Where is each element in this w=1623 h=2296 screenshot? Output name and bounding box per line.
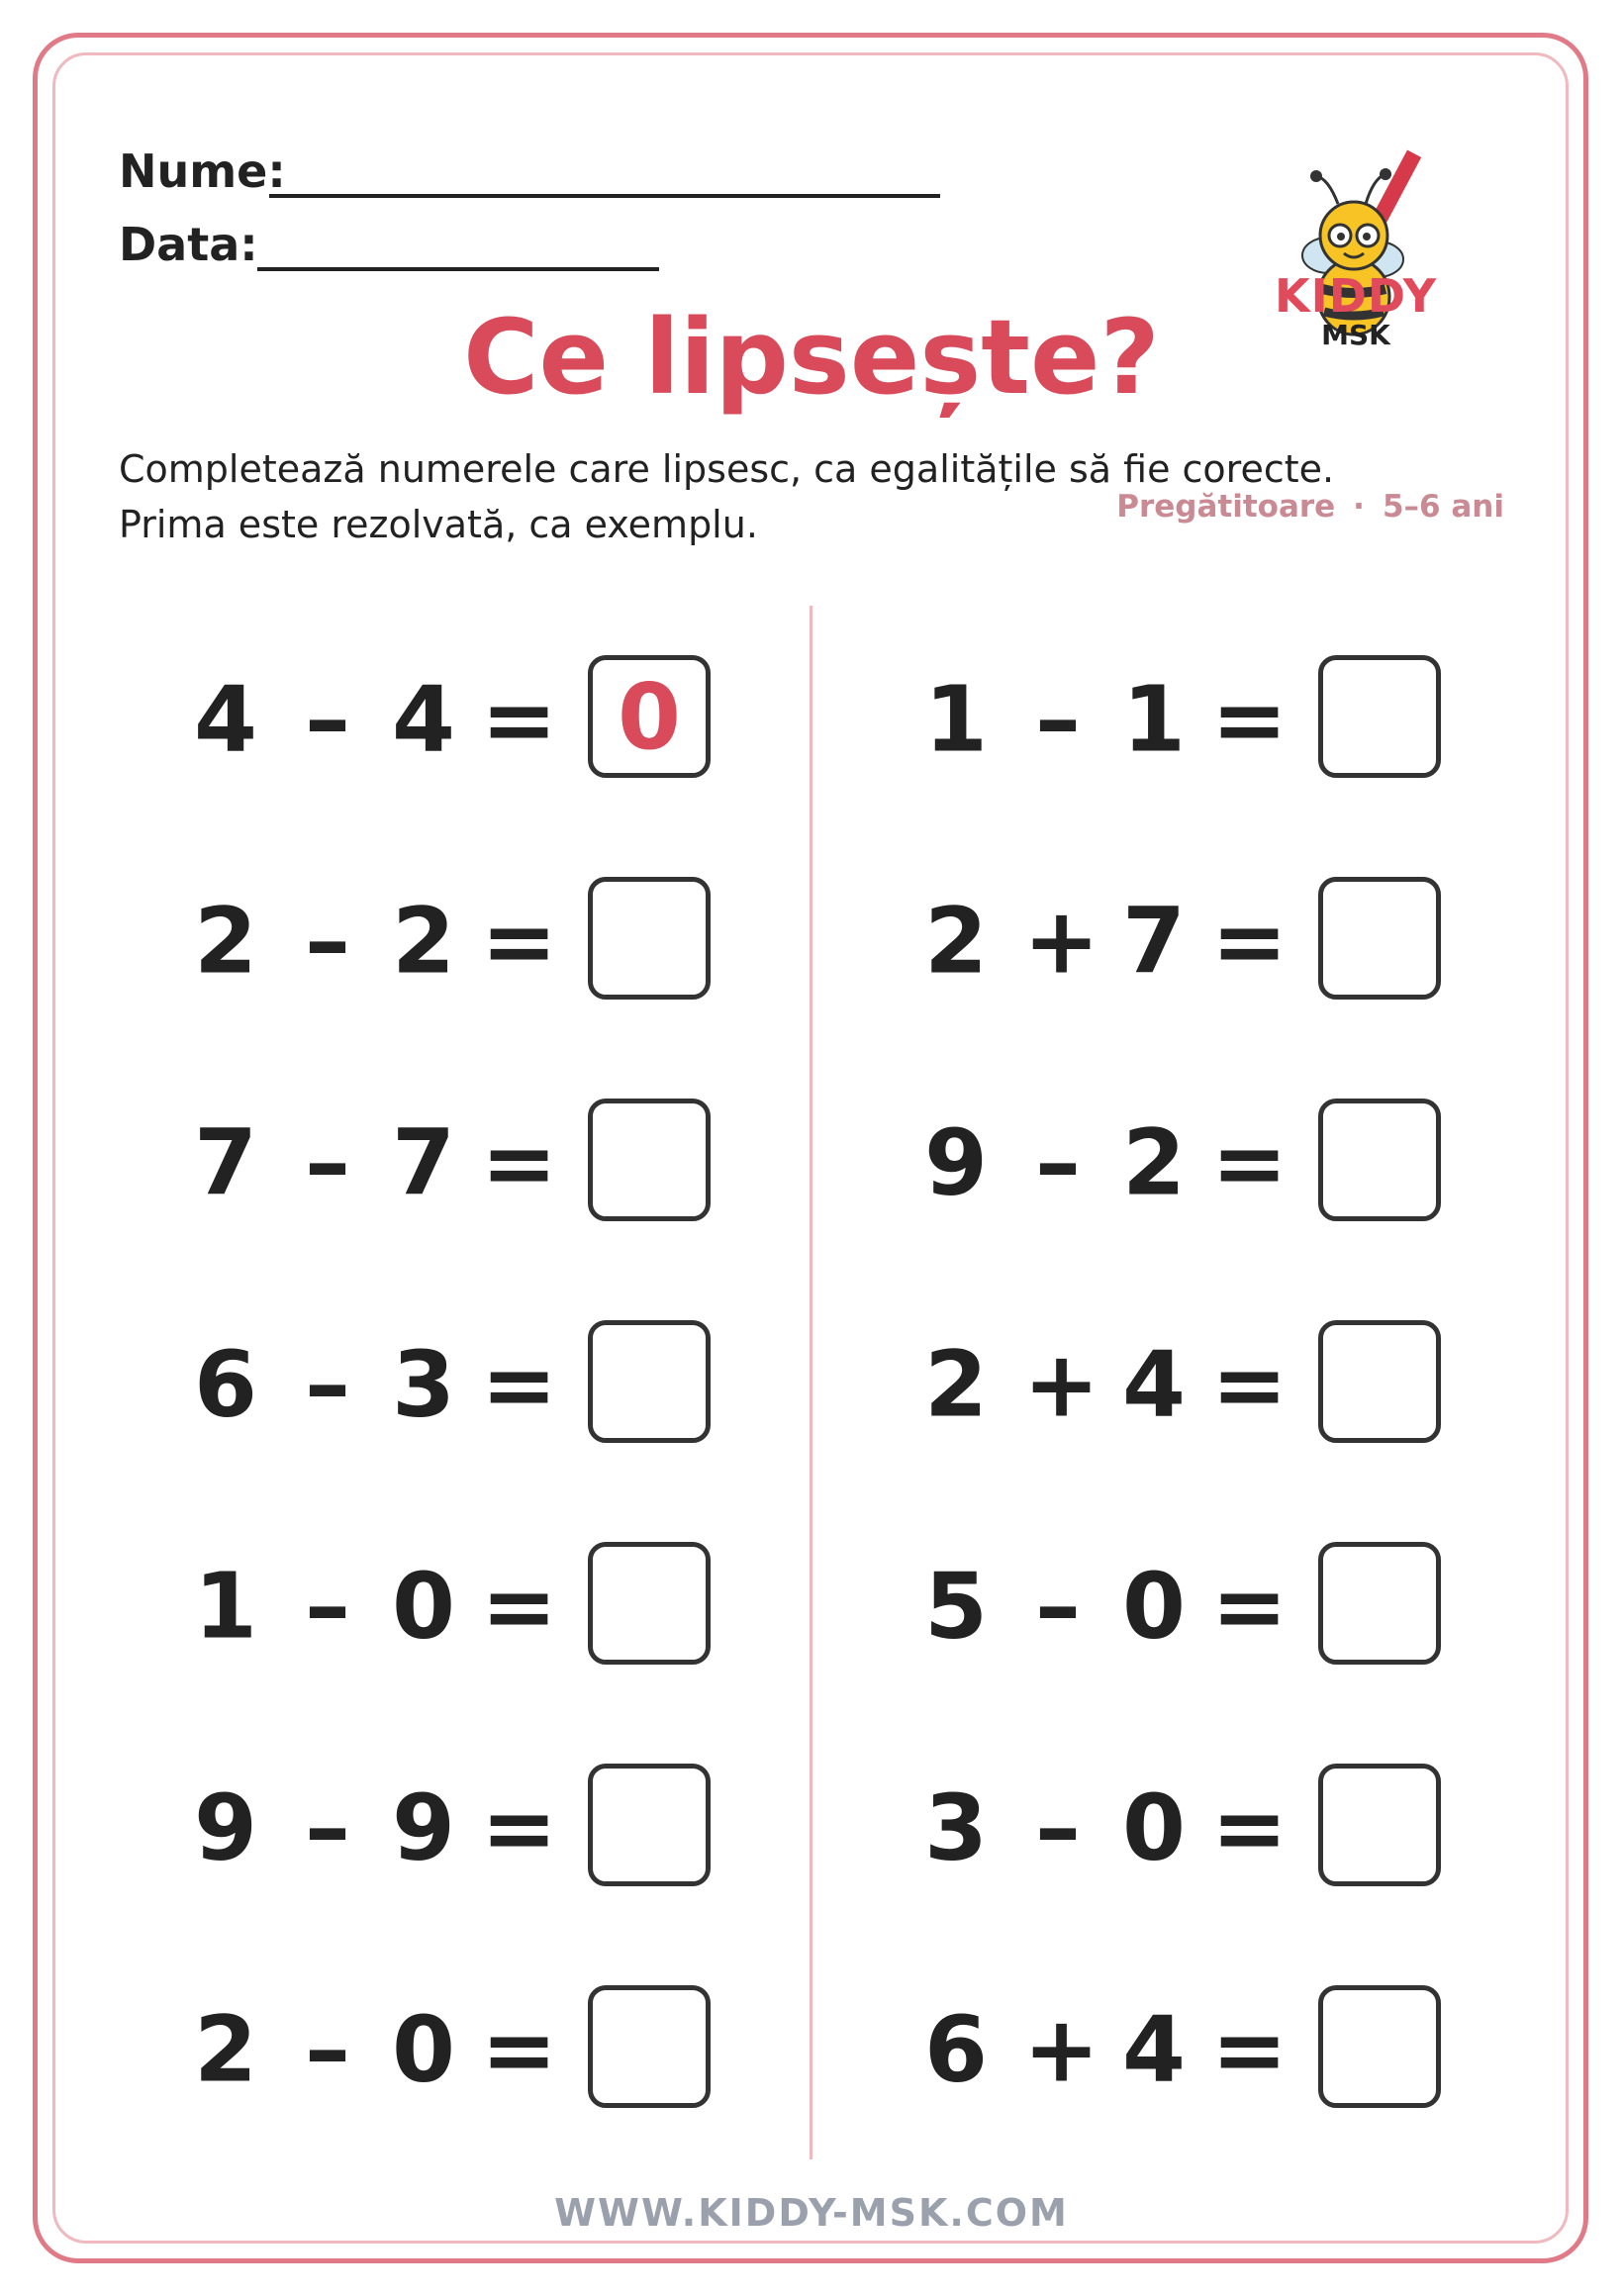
operand-b: 4 [392,666,456,773]
equals-sign: = [481,1996,558,2103]
operand-a: 3 [924,1774,989,1881]
answer-box[interactable] [588,877,711,1000]
answer-box[interactable] [1318,1320,1441,1443]
equals-sign: = [481,666,558,773]
date-label: Data: [119,218,258,271]
name-label: Nume: [119,144,286,198]
equation-row [924,1764,1449,1892]
instructions-line-1: Completează numerele care lipsesc, ca egalitățile să fie corecte. [119,447,1335,491]
name-field[interactable] [269,194,940,198]
operand-a: 2 [194,888,258,995]
operand-b: 4 [1122,1331,1187,1438]
operator: – [305,1331,350,1438]
equals-sign: = [1211,666,1289,773]
operator: – [1035,1553,1081,1660]
operator: – [305,666,350,773]
operator: – [305,1553,350,1660]
operand-b: 0 [1122,1774,1187,1881]
operator: – [1035,666,1081,773]
equation-row [924,1320,1449,1449]
page-title: Ce lipsește? [463,297,1160,418]
operand-b: 0 [392,1996,456,2103]
operand-b: 9 [392,1774,456,1881]
answer-box[interactable] [588,1542,711,1665]
logo-sub: MSK [1321,319,1390,351]
operand-b: 2 [392,888,456,995]
answer-box[interactable] [588,1320,711,1443]
logo-brand: KIDDY [1274,269,1438,323]
answer-box[interactable] [1318,1542,1441,1665]
operand-a: 2 [924,1331,989,1438]
equals-sign: = [1211,1331,1289,1438]
equation-row [924,1542,1449,1671]
column-divider [810,606,812,2159]
operator: + [1023,1996,1100,2103]
operator: – [305,1109,350,1216]
operator: – [1035,1109,1081,1216]
equals-sign: = [1211,1553,1289,1660]
equals-sign: = [481,888,558,995]
instructions-line-2: Prima este rezolvată, ca exemplu. [119,503,758,546]
equals-sign: = [1211,888,1289,995]
equation-row [194,655,718,784]
operand-b: 7 [1122,888,1187,995]
operand-a: 4 [194,666,258,773]
operand-a: 5 [924,1553,989,1660]
equals-sign: = [481,1774,558,1881]
equation-row [924,1099,1449,1227]
equation-row [194,1542,718,1671]
operator: – [305,888,350,995]
answer-box[interactable] [1318,1099,1441,1221]
equation-row [924,655,1449,784]
operator: + [1023,888,1100,995]
date-field[interactable] [257,267,659,271]
operand-b: 4 [1122,1996,1187,2103]
answer-box[interactable] [588,1764,711,1886]
footer-url: WWW.KIDDY-MSK.COM [554,2191,1069,2235]
answer-box[interactable] [1318,1985,1441,2108]
answer-box[interactable] [588,1099,711,1221]
answer-box[interactable]: 0 [588,655,711,778]
grade-label: Pregătitoare [1116,489,1336,525]
operand-a: 9 [194,1774,258,1881]
answer-box[interactable] [1318,655,1441,778]
operand-b: 7 [392,1109,456,1216]
equation-row [924,877,1449,1005]
operand-a: 6 [194,1331,258,1438]
operand-a: 2 [194,1996,258,2103]
equation-row [194,1764,718,1892]
operand-a: 7 [194,1109,258,1216]
operator: – [305,1774,350,1881]
answer-box[interactable] [588,1985,711,2108]
age-label: 5–6 ani [1382,489,1504,525]
answer-box[interactable] [1318,877,1441,1000]
operator: – [305,1996,350,2103]
operand-a: 9 [924,1109,989,1216]
operand-a: 1 [194,1553,258,1660]
operand-a: 1 [924,666,989,773]
equals-sign: = [481,1109,558,1216]
operand-b: 1 [1122,666,1187,773]
level-separator: · [1353,489,1365,525]
equals-sign: = [481,1553,558,1660]
equation-row [194,1985,718,2114]
operand-b: 3 [392,1331,456,1438]
equation-row [194,1320,718,1449]
level-info [1116,489,1504,525]
equation-row [924,1985,1449,2114]
equation-row [194,877,718,1005]
answer-box[interactable] [1318,1764,1441,1886]
equals-sign: = [1211,1109,1289,1216]
equals-sign: = [1211,1996,1289,2103]
equation-row [194,1099,718,1227]
equals-sign: = [481,1331,558,1438]
operand-b: 0 [1122,1553,1187,1660]
operator: – [1035,1774,1081,1881]
operand-b: 0 [392,1553,456,1660]
equals-sign: = [1211,1774,1289,1881]
operand-b: 2 [1122,1109,1187,1216]
operator: + [1023,1331,1100,1438]
operand-a: 6 [924,1996,989,2103]
operand-a: 2 [924,888,989,995]
